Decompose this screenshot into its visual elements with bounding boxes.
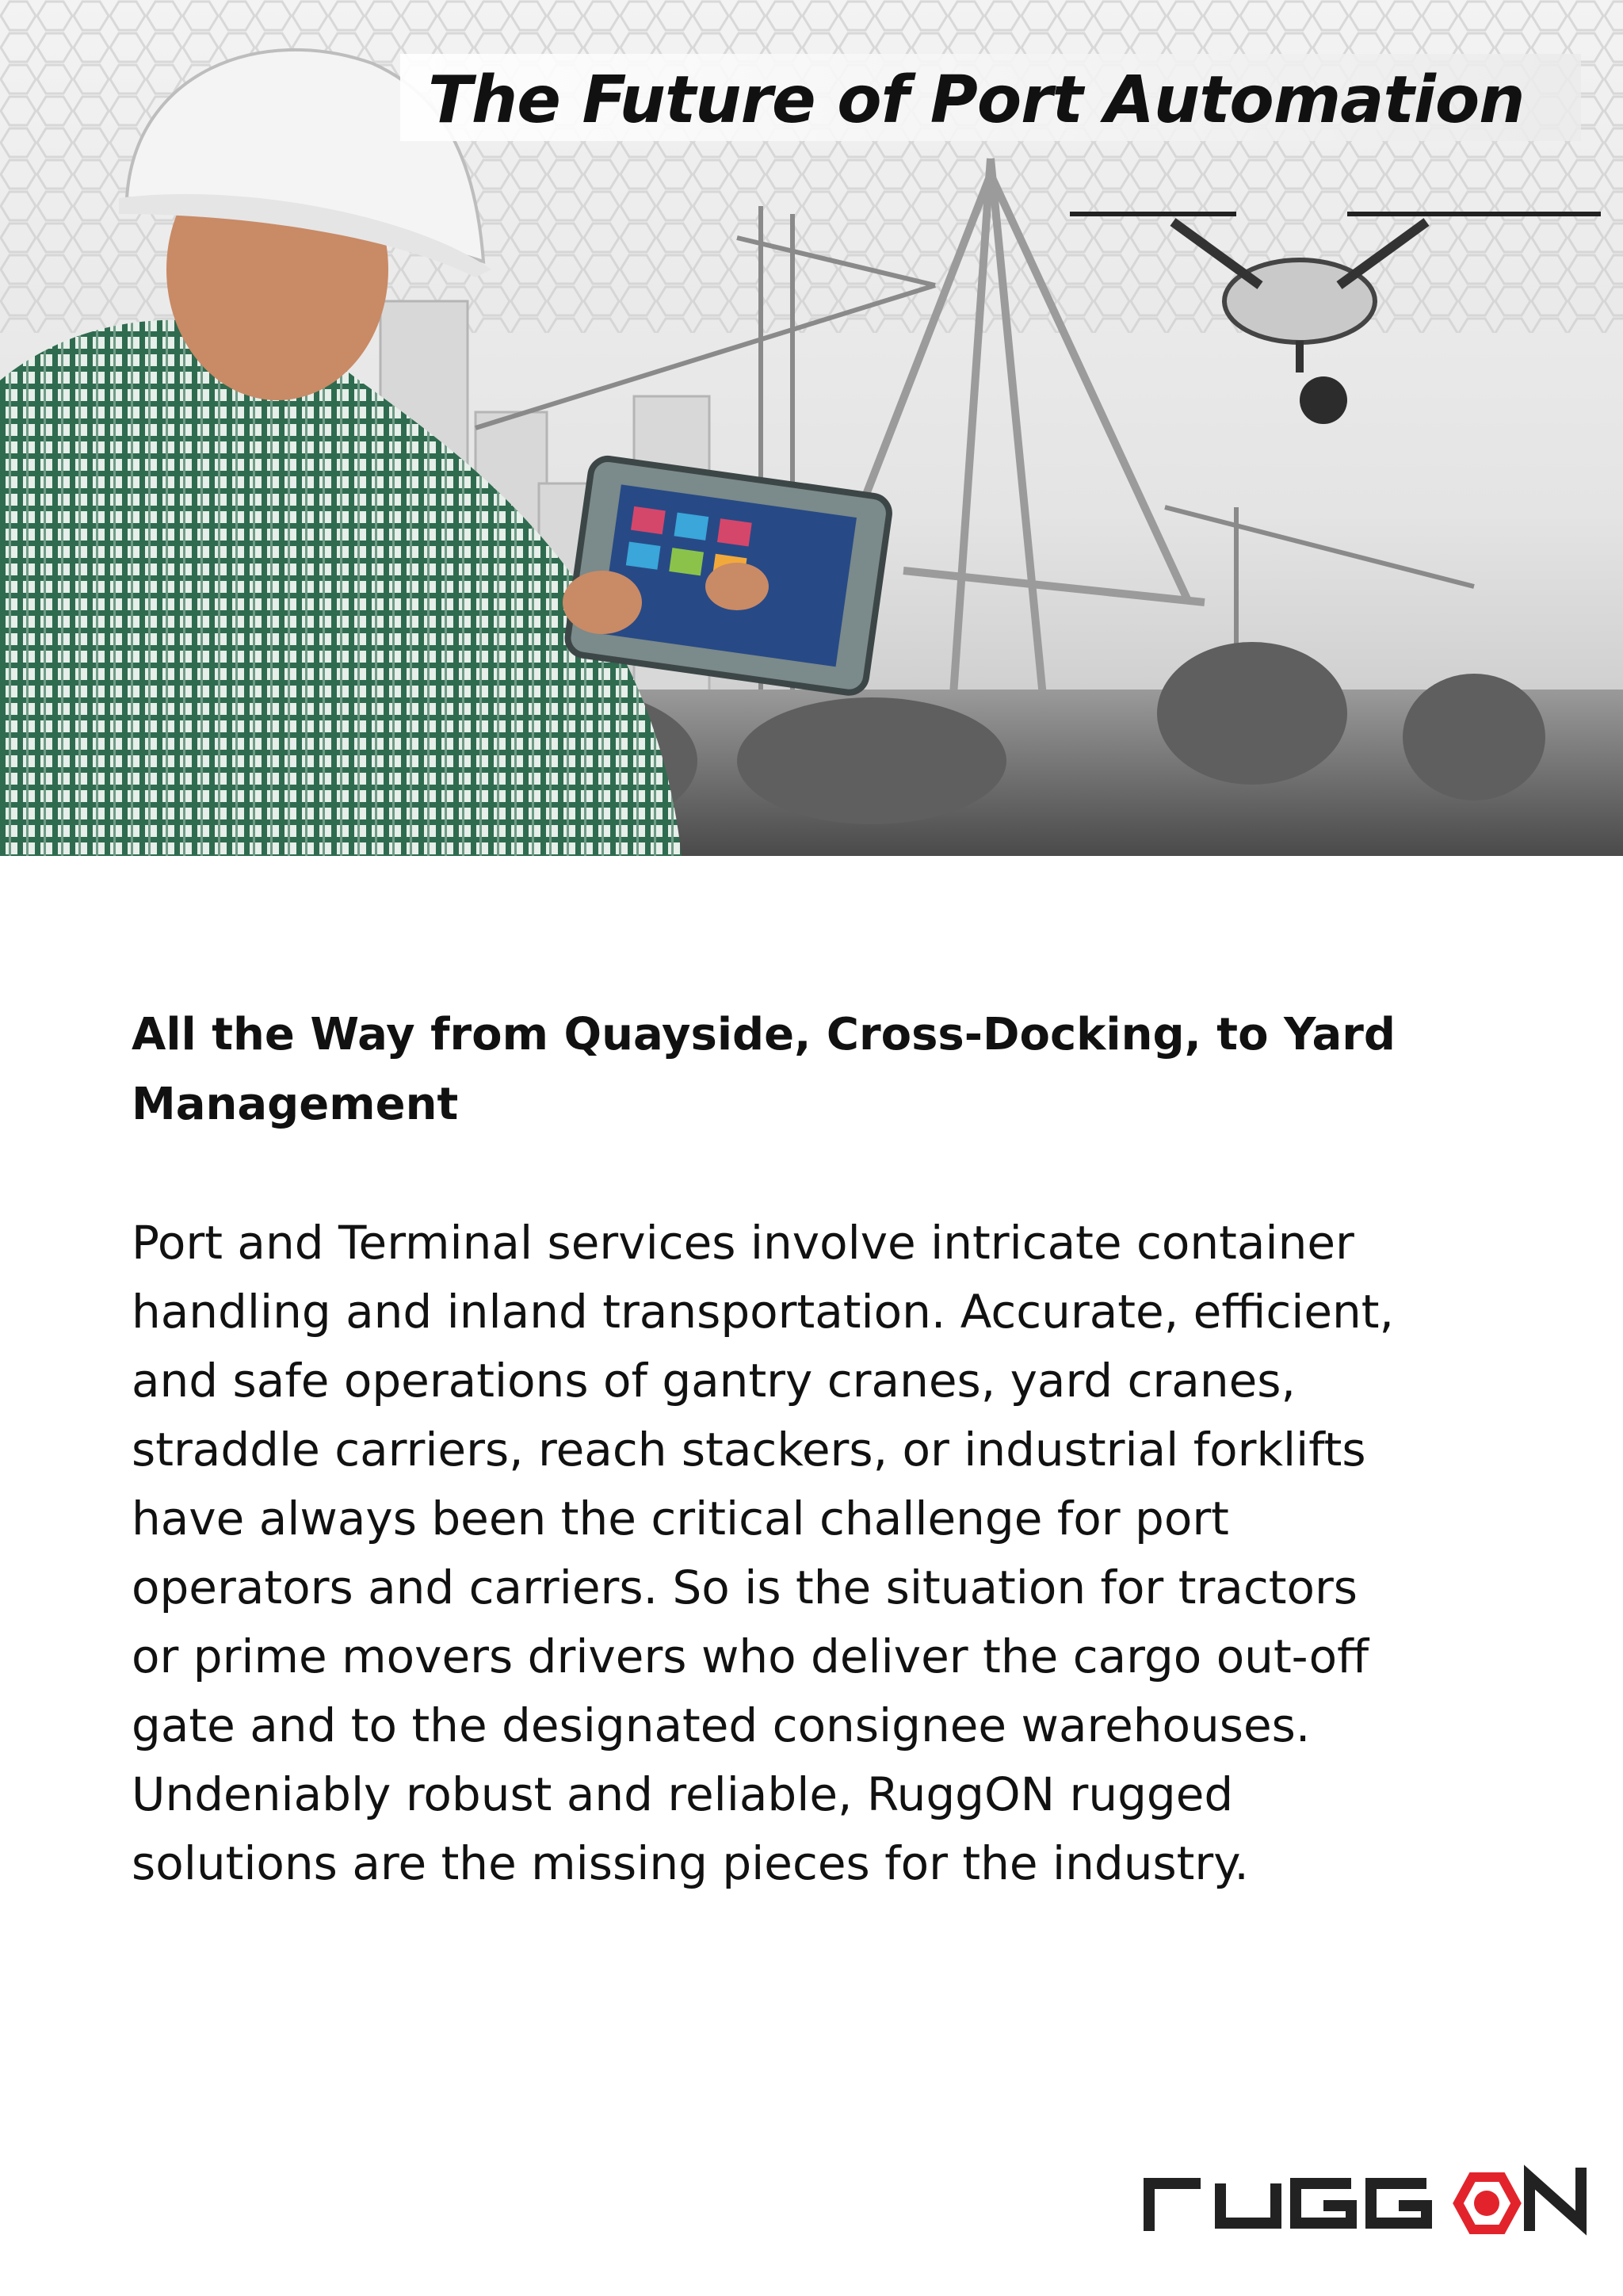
- hero-banner: [0, 0, 1623, 856]
- hero-title: The Future of Port Automation: [428, 63, 1525, 138]
- section-heading: All the Way from Quayside, Cross-Docking, to Yard Management: [132, 1009, 1396, 1130]
- ruggon-logo-mark: [1141, 2160, 1593, 2239]
- body-paragraph: Port and Terminal services involve intricate container handling and inland transportation. Accurate, efficient, and safe operations of gantry cranes, yard cranes, straddle carriers, reach stackers, or industrial forklifts have always been the critical challenge for port operators and carriers. So is the situation for tractors or prime movers drivers who deliver the cargo out-off gate and to the designated consignee warehouses. Undeniably robust and reliable, RuggON rugged solutions are the missing pieces for the industry.: [132, 1216, 1394, 1890]
- ruggon-logo: [1141, 2160, 1593, 2239]
